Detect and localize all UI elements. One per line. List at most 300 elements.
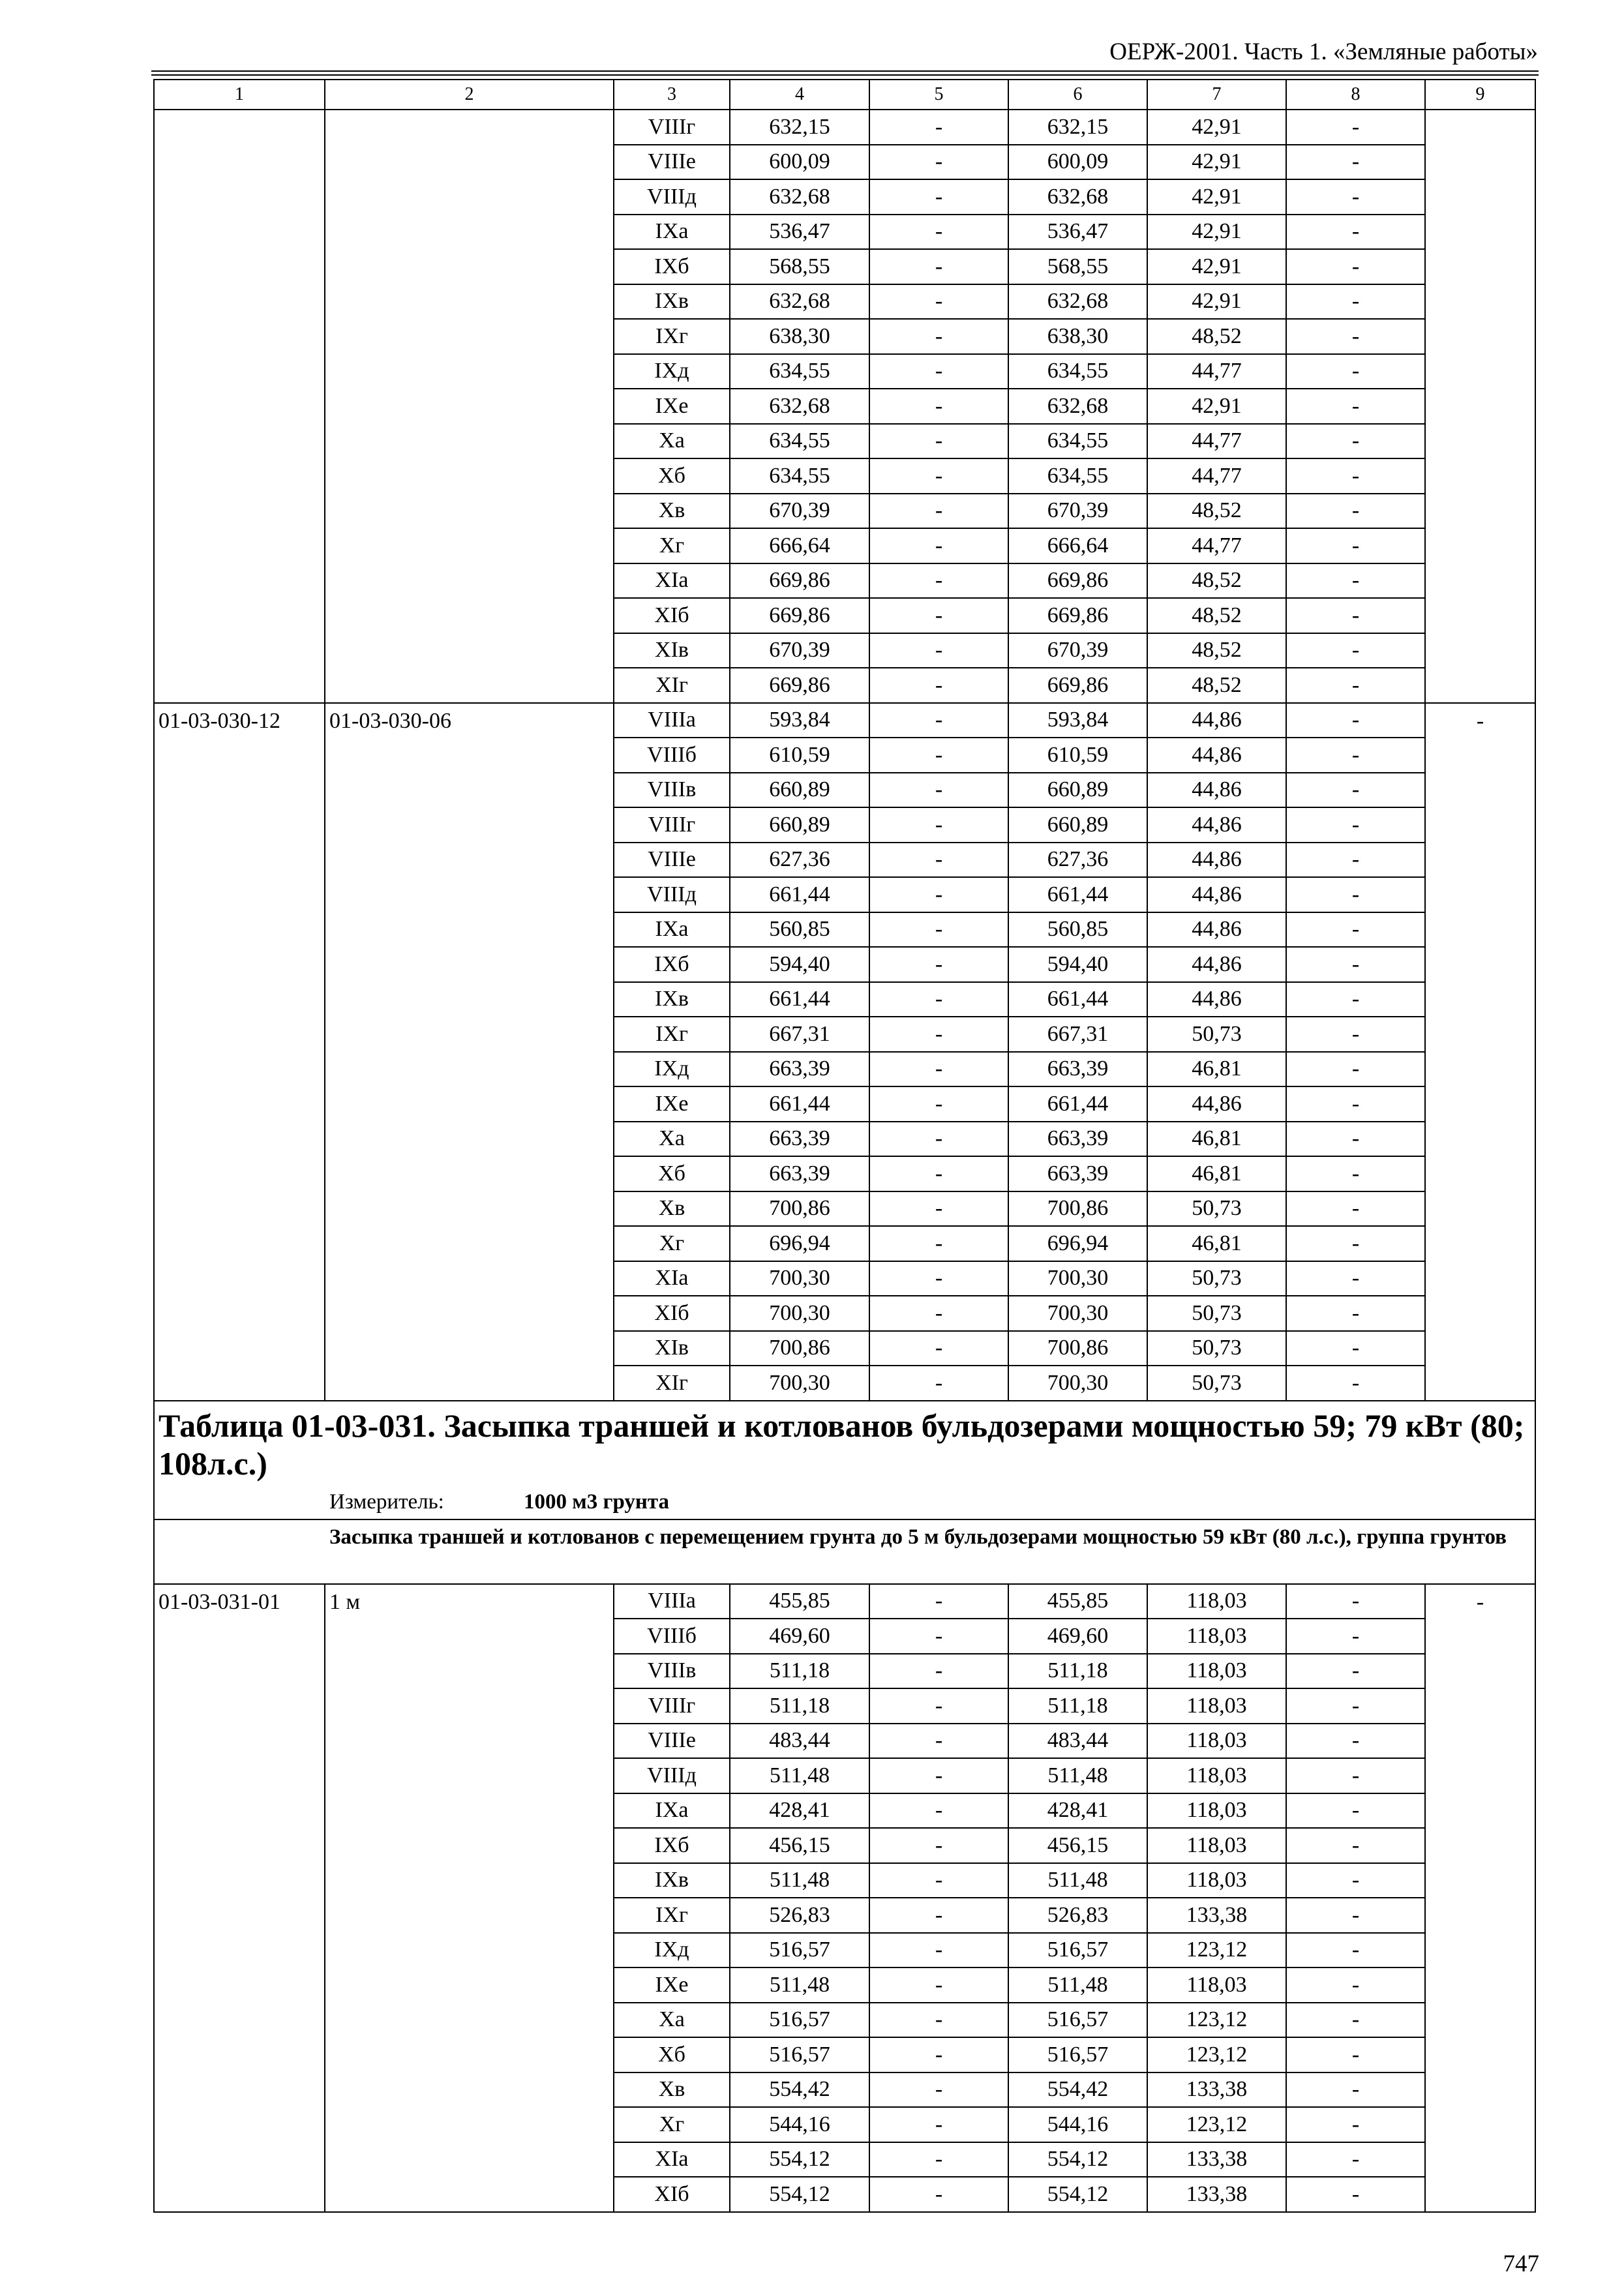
- soil-group-cell: VIIIа: [614, 1584, 730, 1619]
- description-cell: 1 м: [325, 1584, 614, 2212]
- col4-value-cell: 700,86: [730, 1191, 869, 1227]
- col4-value-cell: 661,44: [730, 982, 869, 1017]
- soil-group-cell: VIIIе: [614, 843, 730, 878]
- col8-value-cell: -: [1286, 598, 1425, 633]
- col5-value-cell: -: [869, 598, 1008, 633]
- col4-value-cell: 469,60: [730, 1619, 869, 1654]
- col6-value-cell: 634,55: [1008, 424, 1147, 459]
- page-header-title: ОЕРЖ-2001. Часть 1. «Земляные работы»: [1109, 38, 1538, 65]
- table-subtitle-row: [154, 1519, 1535, 1584]
- col9-cell: [1425, 110, 1535, 703]
- soil-group-cell: XIв: [614, 1331, 730, 1366]
- table-subtitle-cell: [154, 1519, 1535, 1584]
- soil-group-cell: VIIIб: [614, 1619, 730, 1654]
- soil-group-cell: IXд: [614, 1052, 730, 1087]
- soil-group-cell: VIIIе: [614, 145, 730, 180]
- soil-group-cell: Xг: [614, 1226, 730, 1261]
- col5-value-cell: -: [869, 1619, 1008, 1654]
- col7-value-cell: 42,91: [1147, 284, 1286, 320]
- col7-value-cell: 44,77: [1147, 424, 1286, 459]
- col8-value-cell: -: [1286, 1261, 1425, 1296]
- col8-value-cell: -: [1286, 1366, 1425, 1401]
- col4-value-cell: 568,55: [730, 249, 869, 284]
- col6-value-cell: 516,57: [1008, 1933, 1147, 1968]
- col7-value-cell: 42,91: [1147, 110, 1286, 145]
- col7-value-cell: 44,86: [1147, 807, 1286, 843]
- col4-value-cell: 456,15: [730, 1828, 869, 1863]
- col4-value-cell: 511,48: [730, 1967, 869, 2003]
- col8-value-cell: -: [1286, 2072, 1425, 2108]
- soil-group-cell: XIг: [614, 668, 730, 703]
- col6-value-cell: 700,30: [1008, 1296, 1147, 1331]
- col8-value-cell: -: [1286, 2107, 1425, 2142]
- col6-value-cell: 700,30: [1008, 1261, 1147, 1296]
- soil-group-cell: IXа: [614, 912, 730, 948]
- col8-value-cell: -: [1286, 563, 1425, 599]
- col5-value-cell: -: [869, 319, 1008, 354]
- col7-value-cell: 42,91: [1147, 145, 1286, 180]
- soil-group-cell: IXб: [614, 249, 730, 284]
- col8-value-cell: -: [1286, 1584, 1425, 1619]
- col7-value-cell: 44,86: [1147, 773, 1286, 808]
- col6-value-cell: 511,18: [1008, 1654, 1147, 1689]
- col5-value-cell: -: [869, 877, 1008, 912]
- col6-value-cell: 511,18: [1008, 1688, 1147, 1724]
- soil-group-cell: VIIIд: [614, 1758, 730, 1793]
- col5-value-cell: -: [869, 1898, 1008, 1933]
- col6-value-cell: 516,57: [1008, 2003, 1147, 2038]
- soil-group-cell: IXв: [614, 982, 730, 1017]
- col7-value-cell: 123,12: [1147, 1933, 1286, 1968]
- soil-group-cell: VIIIг: [614, 807, 730, 843]
- col5-value-cell: -: [869, 807, 1008, 843]
- col4-value-cell: 627,36: [730, 843, 869, 878]
- col6-value-cell: 456,15: [1008, 1828, 1147, 1863]
- col4-value-cell: 544,16: [730, 2107, 869, 2142]
- col6-value-cell: 483,44: [1008, 1724, 1147, 1759]
- col8-value-cell: -: [1286, 1793, 1425, 1829]
- soil-group-cell: XIа: [614, 2142, 730, 2177]
- col7-value-cell: 44,86: [1147, 843, 1286, 878]
- col8-value-cell: -: [1286, 912, 1425, 948]
- col7-value-cell: 44,86: [1147, 982, 1286, 1017]
- description-cell: 01-03-030-06: [325, 703, 614, 1401]
- col8-value-cell: -: [1286, 2003, 1425, 2038]
- col6-value-cell: 594,40: [1008, 947, 1147, 982]
- rates-table: [153, 79, 1536, 2213]
- col7-value-cell: 133,38: [1147, 2072, 1286, 2108]
- col8-value-cell: -: [1286, 1863, 1425, 1898]
- soil-group-cell: VIIIв: [614, 773, 730, 808]
- column-number-row: [154, 80, 1535, 110]
- col7-value-cell: 123,12: [1147, 2107, 1286, 2142]
- col8-value-cell: -: [1286, 773, 1425, 808]
- col4-value-cell: 667,31: [730, 1017, 869, 1052]
- col8-value-cell: -: [1286, 1898, 1425, 1933]
- col4-value-cell: 632,68: [730, 284, 869, 320]
- col7-value-cell: 50,73: [1147, 1296, 1286, 1331]
- col8-value-cell: -: [1286, 1226, 1425, 1261]
- col7-value-cell: 133,38: [1147, 2177, 1286, 2212]
- soil-group-cell: XIг: [614, 1366, 730, 1401]
- col5-value-cell: -: [869, 563, 1008, 599]
- rate-code-cell: 01-03-030-12: [154, 703, 325, 1401]
- col5-value-cell: -: [869, 1724, 1008, 1759]
- col4-value-cell: 610,59: [730, 738, 869, 773]
- col4-value-cell: 516,57: [730, 2037, 869, 2072]
- soil-group-cell: IXг: [614, 319, 730, 354]
- col7-value-cell: 118,03: [1147, 1584, 1286, 1619]
- col4-value-cell: 634,55: [730, 424, 869, 459]
- col8-value-cell: -: [1286, 389, 1425, 424]
- col5-value-cell: -: [869, 389, 1008, 424]
- table-title-row: [154, 1401, 1535, 1519]
- soil-group-cell: IXа: [614, 215, 730, 250]
- column-number: 2: [325, 80, 614, 110]
- soil-group-cell: IXб: [614, 1828, 730, 1863]
- col8-value-cell: -: [1286, 1758, 1425, 1793]
- col6-value-cell: 669,86: [1008, 563, 1147, 599]
- col4-value-cell: 661,44: [730, 877, 869, 912]
- table-title-cell: [154, 1401, 1535, 1519]
- col7-value-cell: 44,86: [1147, 912, 1286, 948]
- soil-group-cell: IXг: [614, 1017, 730, 1052]
- col4-value-cell: 669,86: [730, 563, 869, 599]
- col8-value-cell: -: [1286, 633, 1425, 668]
- col6-value-cell: 600,09: [1008, 145, 1147, 180]
- col8-value-cell: -: [1286, 145, 1425, 180]
- col4-value-cell: 554,42: [730, 2072, 869, 2108]
- col6-value-cell: 544,16: [1008, 2107, 1147, 2142]
- col5-value-cell: -: [869, 668, 1008, 703]
- col5-value-cell: -: [869, 494, 1008, 529]
- soil-group-cell: XIб: [614, 598, 730, 633]
- col7-value-cell: 118,03: [1147, 1654, 1286, 1689]
- col5-value-cell: -: [869, 1967, 1008, 2003]
- col4-value-cell: 670,39: [730, 494, 869, 529]
- col5-value-cell: -: [869, 1828, 1008, 1863]
- description-cell: [325, 110, 614, 703]
- col6-value-cell: 627,36: [1008, 843, 1147, 878]
- col6-value-cell: 696,94: [1008, 1226, 1147, 1261]
- col8-value-cell: -: [1286, 110, 1425, 145]
- soil-group-cell: Xб: [614, 2037, 730, 2072]
- col4-value-cell: 634,55: [730, 354, 869, 389]
- col4-value-cell: 600,09: [730, 145, 869, 180]
- col6-value-cell: 634,55: [1008, 354, 1147, 389]
- col7-value-cell: 118,03: [1147, 1828, 1286, 1863]
- col8-value-cell: -: [1286, 2177, 1425, 2212]
- col7-value-cell: 118,03: [1147, 1619, 1286, 1654]
- col6-value-cell: 663,39: [1008, 1052, 1147, 1087]
- col7-value-cell: 46,81: [1147, 1156, 1286, 1191]
- col6-value-cell: 526,83: [1008, 1898, 1147, 1933]
- col5-value-cell: -: [869, 773, 1008, 808]
- col6-value-cell: 663,39: [1008, 1156, 1147, 1191]
- col5-value-cell: -: [869, 1122, 1008, 1157]
- col4-value-cell: 660,89: [730, 773, 869, 808]
- col6-value-cell: 663,39: [1008, 1122, 1147, 1157]
- col7-value-cell: 48,52: [1147, 494, 1286, 529]
- col5-value-cell: -: [869, 1933, 1008, 1968]
- col6-value-cell: 661,44: [1008, 877, 1147, 912]
- soil-group-cell: IXд: [614, 354, 730, 389]
- col5-value-cell: -: [869, 1156, 1008, 1191]
- col5-value-cell: -: [869, 738, 1008, 773]
- col6-value-cell: 634,55: [1008, 458, 1147, 494]
- col4-value-cell: 700,30: [730, 1296, 869, 1331]
- col8-value-cell: -: [1286, 319, 1425, 354]
- col6-value-cell: 660,89: [1008, 807, 1147, 843]
- col8-value-cell: -: [1286, 877, 1425, 912]
- soil-group-cell: IXд: [614, 1933, 730, 1968]
- column-number: 6: [1008, 80, 1147, 110]
- col7-value-cell: 44,86: [1147, 703, 1286, 738]
- column-number: 1: [154, 80, 325, 110]
- col5-value-cell: -: [869, 179, 1008, 215]
- col5-value-cell: -: [869, 1296, 1008, 1331]
- col8-value-cell: -: [1286, 494, 1425, 529]
- soil-group-cell: IXг: [614, 1898, 730, 1933]
- col7-value-cell: 133,38: [1147, 1898, 1286, 1933]
- col7-value-cell: 48,52: [1147, 319, 1286, 354]
- col7-value-cell: 48,52: [1147, 598, 1286, 633]
- col7-value-cell: 44,77: [1147, 528, 1286, 563]
- col8-value-cell: -: [1286, 1967, 1425, 2003]
- col4-value-cell: 669,86: [730, 668, 869, 703]
- col8-value-cell: -: [1286, 947, 1425, 982]
- col8-value-cell: -: [1286, 1933, 1425, 1968]
- soil-group-cell: XIа: [614, 563, 730, 599]
- col5-value-cell: -: [869, 947, 1008, 982]
- col7-value-cell: 44,86: [1147, 877, 1286, 912]
- col8-value-cell: -: [1286, 1654, 1425, 1689]
- col6-value-cell: 568,55: [1008, 249, 1147, 284]
- col7-value-cell: 48,52: [1147, 668, 1286, 703]
- soil-group-cell: VIIIг: [614, 1688, 730, 1724]
- col4-value-cell: 634,55: [730, 458, 869, 494]
- soil-group-cell: IXв: [614, 1863, 730, 1898]
- col7-value-cell: 42,91: [1147, 215, 1286, 250]
- col6-value-cell: 455,85: [1008, 1584, 1147, 1619]
- col7-value-cell: 48,52: [1147, 563, 1286, 599]
- col8-value-cell: -: [1286, 1052, 1425, 1087]
- soil-group-cell: Xа: [614, 2003, 730, 2038]
- col4-value-cell: 526,83: [730, 1898, 869, 1933]
- page-number: 747: [1503, 2251, 1539, 2277]
- col4-value-cell: 638,30: [730, 319, 869, 354]
- col4-value-cell: 516,57: [730, 2003, 869, 2038]
- col4-value-cell: 455,85: [730, 1584, 869, 1619]
- col8-value-cell: -: [1286, 738, 1425, 773]
- col8-value-cell: -: [1286, 668, 1425, 703]
- col8-value-cell: -: [1286, 1122, 1425, 1157]
- col8-value-cell: -: [1286, 1688, 1425, 1724]
- col5-value-cell: -: [869, 458, 1008, 494]
- col4-value-cell: 593,84: [730, 703, 869, 738]
- col7-value-cell: 42,91: [1147, 249, 1286, 284]
- column-number: 7: [1147, 80, 1286, 110]
- col8-value-cell: -: [1286, 1191, 1425, 1227]
- col7-value-cell: 118,03: [1147, 1793, 1286, 1829]
- col4-value-cell: 670,39: [730, 633, 869, 668]
- column-number: 3: [614, 80, 730, 110]
- soil-group-cell: XIб: [614, 2177, 730, 2212]
- col8-value-cell: -: [1286, 2037, 1425, 2072]
- meter-line: [158, 1486, 1531, 1519]
- table-subtitle: Засыпка траншей и котлованов с перемещением грунта до 5 м бульдозерами мощностью 59 кВт (80 л.с.), группа грунтов: [329, 1525, 1507, 1549]
- soil-group-cell: VIIIа: [614, 703, 730, 738]
- col5-value-cell: -: [869, 284, 1008, 320]
- meter-value: 1000 м3 грунта: [524, 1489, 670, 1514]
- col4-value-cell: 483,44: [730, 1724, 869, 1759]
- col4-value-cell: 536,47: [730, 215, 869, 250]
- col6-value-cell: 638,30: [1008, 319, 1147, 354]
- col6-value-cell: 632,68: [1008, 179, 1147, 215]
- col6-value-cell: 670,39: [1008, 494, 1147, 529]
- col5-value-cell: -: [869, 2177, 1008, 2212]
- col6-value-cell: 669,86: [1008, 668, 1147, 703]
- col4-value-cell: 511,18: [730, 1654, 869, 1689]
- col8-value-cell: -: [1286, 1156, 1425, 1191]
- column-number: 9: [1425, 80, 1535, 110]
- col6-value-cell: 669,86: [1008, 598, 1147, 633]
- rate-code-cell: [154, 110, 325, 703]
- soil-group-cell: IXе: [614, 389, 730, 424]
- table-row: [154, 110, 1535, 145]
- col5-value-cell: -: [869, 1793, 1008, 1829]
- col8-value-cell: -: [1286, 1086, 1425, 1122]
- col4-value-cell: 511,18: [730, 1688, 869, 1724]
- col5-value-cell: -: [869, 982, 1008, 1017]
- soil-group-cell: Xв: [614, 494, 730, 529]
- col6-value-cell: 428,41: [1008, 1793, 1147, 1829]
- soil-group-cell: VIIIв: [614, 1654, 730, 1689]
- column-number: 5: [869, 80, 1008, 110]
- col5-value-cell: -: [869, 843, 1008, 878]
- col7-value-cell: 42,91: [1147, 389, 1286, 424]
- meter-label: Измеритель:: [329, 1489, 444, 1514]
- col6-value-cell: 700,86: [1008, 1191, 1147, 1227]
- col4-value-cell: 511,48: [730, 1863, 869, 1898]
- soil-group-cell: VIIIг: [614, 110, 730, 145]
- col5-value-cell: -: [869, 1688, 1008, 1724]
- col5-value-cell: -: [869, 633, 1008, 668]
- col9-cell: -: [1425, 1584, 1535, 2212]
- header-rule-double: [151, 74, 1539, 76]
- soil-group-cell: Xг: [614, 528, 730, 563]
- soil-group-cell: IXб: [614, 947, 730, 982]
- soil-group-cell: IXв: [614, 284, 730, 320]
- col7-value-cell: 42,91: [1147, 179, 1286, 215]
- col7-value-cell: 118,03: [1147, 1724, 1286, 1759]
- col5-value-cell: -: [869, 1191, 1008, 1227]
- column-number: 8: [1286, 80, 1425, 110]
- soil-group-cell: XIв: [614, 633, 730, 668]
- col5-value-cell: -: [869, 145, 1008, 180]
- soil-group-cell: Xб: [614, 458, 730, 494]
- col8-value-cell: -: [1286, 1828, 1425, 1863]
- col6-value-cell: 700,30: [1008, 1366, 1147, 1401]
- col5-value-cell: -: [869, 912, 1008, 948]
- col6-value-cell: 511,48: [1008, 1967, 1147, 2003]
- col5-value-cell: -: [869, 1863, 1008, 1898]
- col8-value-cell: -: [1286, 424, 1425, 459]
- col5-value-cell: -: [869, 1654, 1008, 1689]
- table-row: [154, 703, 1535, 738]
- col7-value-cell: 50,73: [1147, 1017, 1286, 1052]
- col6-value-cell: 632,15: [1008, 110, 1147, 145]
- col4-value-cell: 516,57: [730, 1933, 869, 1968]
- rate-code-cell: 01-03-031-01: [154, 1584, 325, 2212]
- col7-value-cell: 118,03: [1147, 1967, 1286, 2003]
- col4-value-cell: 632,68: [730, 389, 869, 424]
- col4-value-cell: 666,64: [730, 528, 869, 563]
- col8-value-cell: -: [1286, 1724, 1425, 1759]
- soil-group-cell: Xв: [614, 1191, 730, 1227]
- col6-value-cell: 511,48: [1008, 1863, 1147, 1898]
- col4-value-cell: 560,85: [730, 912, 869, 948]
- col7-value-cell: 44,86: [1147, 947, 1286, 982]
- col4-value-cell: 700,30: [730, 1366, 869, 1401]
- col6-value-cell: 560,85: [1008, 912, 1147, 948]
- col7-value-cell: 50,73: [1147, 1261, 1286, 1296]
- col7-value-cell: 44,77: [1147, 354, 1286, 389]
- col7-value-cell: 123,12: [1147, 2003, 1286, 2038]
- col5-value-cell: -: [869, 2037, 1008, 2072]
- col7-value-cell: 44,77: [1147, 458, 1286, 494]
- col8-value-cell: -: [1286, 528, 1425, 563]
- col5-value-cell: -: [869, 1584, 1008, 1619]
- col6-value-cell: 610,59: [1008, 738, 1147, 773]
- col7-value-cell: 46,81: [1147, 1052, 1286, 1087]
- soil-group-cell: Xв: [614, 2072, 730, 2108]
- col8-value-cell: -: [1286, 249, 1425, 284]
- col6-value-cell: 511,48: [1008, 1758, 1147, 1793]
- col7-value-cell: 123,12: [1147, 2037, 1286, 2072]
- col4-value-cell: 511,48: [730, 1758, 869, 1793]
- soil-group-cell: XIб: [614, 1296, 730, 1331]
- col8-value-cell: -: [1286, 1619, 1425, 1654]
- col8-value-cell: -: [1286, 215, 1425, 250]
- column-number: 4: [730, 80, 869, 110]
- soil-group-cell: VIIIб: [614, 738, 730, 773]
- col8-value-cell: -: [1286, 284, 1425, 320]
- col6-value-cell: 670,39: [1008, 633, 1147, 668]
- col5-value-cell: -: [869, 249, 1008, 284]
- col5-value-cell: -: [869, 1086, 1008, 1122]
- col8-value-cell: -: [1286, 2142, 1425, 2177]
- col5-value-cell: -: [869, 703, 1008, 738]
- col6-value-cell: 593,84: [1008, 703, 1147, 738]
- col5-value-cell: -: [869, 110, 1008, 145]
- col8-value-cell: -: [1286, 703, 1425, 738]
- soil-group-cell: Xа: [614, 424, 730, 459]
- col6-value-cell: 516,57: [1008, 2037, 1147, 2072]
- col4-value-cell: 669,86: [730, 598, 869, 633]
- col4-value-cell: 554,12: [730, 2177, 869, 2212]
- col4-value-cell: 696,94: [730, 1226, 869, 1261]
- soil-group-cell: VIIIе: [614, 1724, 730, 1759]
- col4-value-cell: 663,39: [730, 1122, 869, 1157]
- col4-value-cell: 428,41: [730, 1793, 869, 1829]
- col6-value-cell: 554,42: [1008, 2072, 1147, 2108]
- col4-value-cell: 663,39: [730, 1052, 869, 1087]
- soil-group-cell: Xа: [614, 1122, 730, 1157]
- col8-value-cell: -: [1286, 807, 1425, 843]
- col5-value-cell: -: [869, 2072, 1008, 2108]
- col8-value-cell: -: [1286, 1331, 1425, 1366]
